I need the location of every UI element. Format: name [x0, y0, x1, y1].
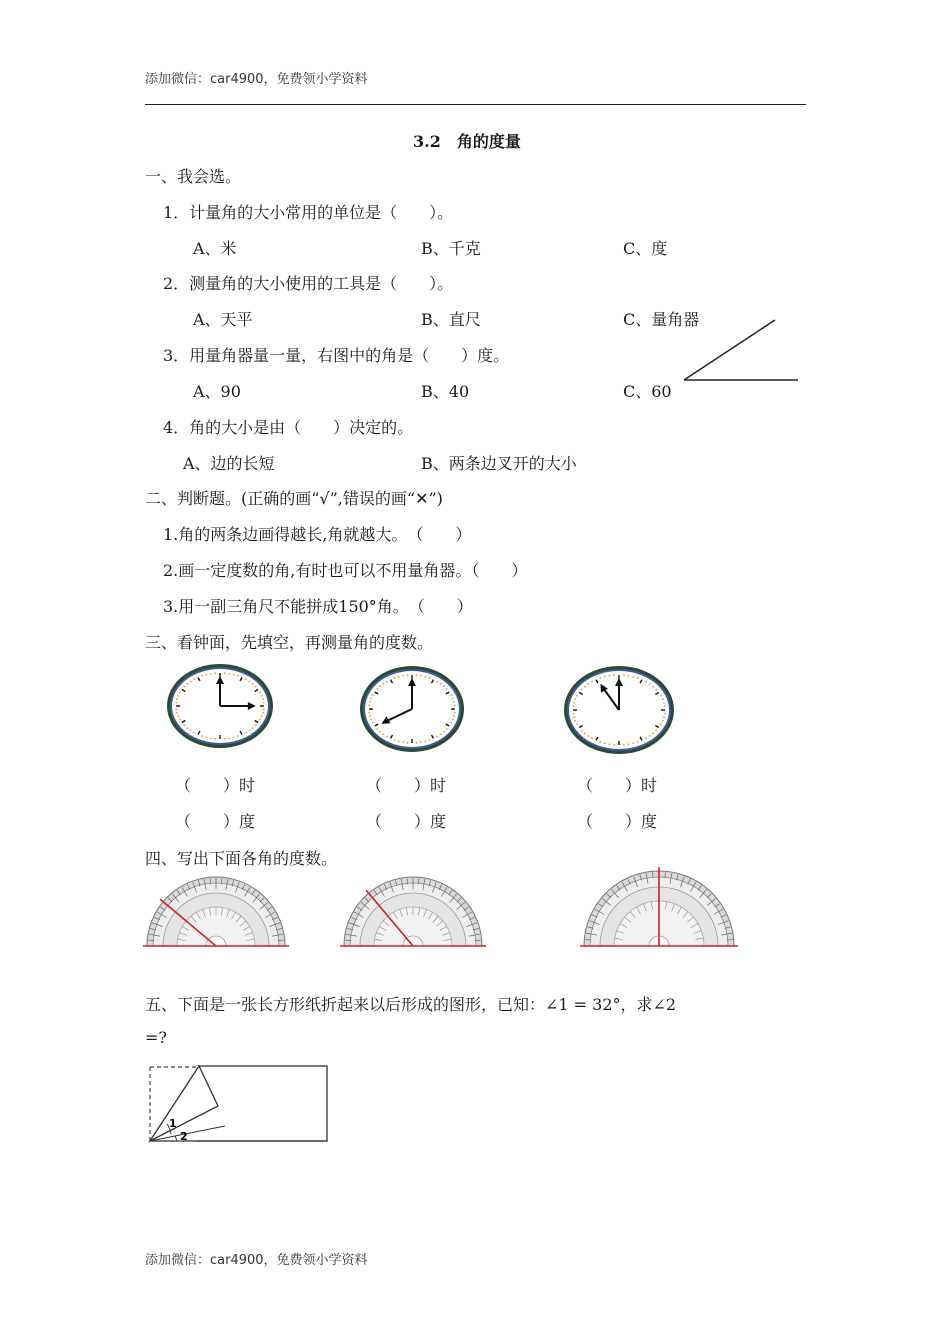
minute-dot — [613, 744, 615, 746]
minute-dot — [645, 681, 647, 683]
minute-dot — [652, 733, 654, 735]
minute-dot — [210, 673, 212, 675]
clock1-degree-blank: （ ）度 — [175, 812, 256, 831]
q3-angle-figure — [680, 318, 800, 384]
minute-dot — [609, 743, 611, 745]
q2-stem: 2．测量角的大小使用的工具是（ ）。 — [163, 274, 454, 293]
minute-dot — [443, 685, 445, 687]
q4-option-b: B、两条边叉开的大小 — [421, 454, 577, 473]
minute-dot — [440, 683, 442, 685]
minute-dot — [576, 723, 578, 725]
protractor-2 — [340, 874, 486, 950]
minute-dot — [429, 677, 431, 679]
minute-dot — [184, 724, 186, 726]
minute-dot — [446, 728, 448, 730]
minute-dot — [649, 735, 651, 737]
minute-dot — [429, 739, 431, 741]
minute-dot — [398, 676, 400, 678]
minute-dot — [424, 676, 426, 678]
minute-dot — [450, 694, 452, 696]
minute-dot — [368, 712, 370, 714]
minute-dot — [416, 674, 418, 676]
minute-dot — [436, 681, 438, 683]
minute-dot — [655, 689, 657, 691]
q2-option-c: C、量角器 — [623, 310, 700, 329]
minute-dot — [584, 733, 586, 735]
minute-dot — [369, 715, 371, 717]
section5-line2: =? — [145, 1028, 167, 1047]
minute-dot — [369, 701, 371, 703]
minute-dot — [664, 705, 666, 707]
minute-dot — [186, 683, 188, 685]
minute-dot — [249, 730, 251, 732]
angle-label-2: 2 — [180, 1130, 188, 1143]
minute-dot — [649, 683, 651, 685]
minute-dot — [420, 675, 422, 677]
minute-dot — [206, 674, 208, 676]
minute-dot — [201, 735, 203, 737]
minute-dot — [372, 694, 374, 696]
minute-dot — [637, 741, 639, 743]
minute-dot — [416, 742, 418, 744]
judge-item-1: 1.角的两条边画得越长,角就越大。 （ ） — [163, 525, 472, 544]
q4-stem: 4．角的大小是由（ ）决定的。 — [163, 418, 414, 437]
minute-dot — [262, 698, 264, 700]
q3-stem: 3．用量角器量一量，右图中的角是（ ）度。 — [163, 346, 510, 365]
minute-dot — [573, 716, 575, 718]
header-contact: 添加微信：car4900，免费领小学资料 — [145, 72, 368, 87]
minute-dot — [604, 676, 606, 678]
minute-dot — [184, 686, 186, 688]
minute-dot — [233, 674, 235, 676]
minute-dot — [645, 737, 647, 739]
minute-dot — [237, 735, 239, 737]
minute-dot — [584, 686, 586, 688]
minute-dot — [572, 705, 574, 707]
minute-dot — [574, 720, 576, 722]
minute-dot — [660, 695, 662, 697]
minute-dot — [454, 712, 456, 714]
minute-dot — [581, 730, 583, 732]
minute-dot — [623, 674, 625, 676]
minute-dot — [632, 676, 634, 678]
minute-dot — [604, 742, 606, 744]
minute-dot — [660, 723, 662, 725]
header-rule — [145, 104, 806, 105]
minute-dot — [245, 732, 247, 734]
q3-option-c: C、60 — [623, 382, 672, 401]
minute-dot — [402, 675, 404, 677]
minute-dot — [179, 719, 181, 721]
footer-contact: 添加微信：car4900，免费领小学资料 — [145, 1253, 368, 1268]
minute-dot — [574, 698, 576, 700]
minute-dot — [215, 672, 217, 674]
section1-heading: 一、我会选。 — [145, 167, 242, 186]
minute-dot — [376, 688, 378, 690]
minute-dot — [179, 692, 181, 694]
minute-dot — [424, 740, 426, 742]
q1-stem: 1．计量角的大小常用的单位是（ ）。 — [163, 203, 454, 222]
minute-dot — [436, 736, 438, 738]
minute-dot — [581, 689, 583, 691]
protractor-3 — [580, 874, 738, 950]
minute-dot — [193, 732, 195, 734]
judge-item-2: 2.画一定度数的角,有时也可以不用量角器。（ ） — [163, 561, 528, 580]
minute-dot — [176, 698, 178, 700]
minute-dot — [176, 712, 178, 714]
minute-dot — [394, 677, 396, 679]
folded-paper-figure — [145, 1062, 329, 1144]
minute-dot — [376, 728, 378, 730]
minute-dot — [628, 675, 630, 677]
minute-dot — [628, 743, 630, 745]
minute-dot — [443, 731, 445, 733]
minute-dot — [402, 741, 404, 743]
minute-dot — [386, 681, 388, 683]
minute-dot — [572, 713, 574, 715]
minute-dot — [193, 678, 195, 680]
section2-heading: 二、判断题。(正确的画“√”,错误的画“✕”) — [145, 489, 443, 508]
minute-dot — [587, 683, 589, 685]
minute-dot — [652, 686, 654, 688]
minute-dot — [255, 686, 257, 688]
angle-label-1: 1 — [169, 1117, 177, 1130]
minute-dot — [394, 739, 396, 741]
minute-dot — [263, 709, 265, 711]
minute-dot — [175, 709, 177, 711]
clock-face-1 — [165, 662, 275, 750]
protractor-1 — [143, 874, 289, 950]
minute-dot — [261, 715, 263, 717]
minute-dot — [453, 715, 455, 717]
minute-dot — [379, 731, 381, 733]
angle-ray-slanted — [684, 320, 775, 380]
q1-option-c: C、度 — [623, 239, 668, 258]
minute-dot — [591, 737, 593, 739]
minute-dot — [370, 719, 372, 721]
minute-dot — [398, 740, 400, 742]
minute-dot — [190, 681, 192, 683]
minute-dot — [372, 722, 374, 724]
minute-dot — [262, 712, 264, 714]
q3-option-a: A、90 — [193, 382, 241, 401]
q3-option-b: B、40 — [421, 382, 470, 401]
section3-heading: 三、看钟面，先填空，再测量角的度数。 — [145, 633, 434, 652]
minute-dot — [440, 733, 442, 735]
minute-dot — [201, 675, 203, 677]
minute-dot — [446, 688, 448, 690]
minute-dot — [249, 681, 251, 683]
minute-dot — [186, 727, 188, 729]
minute-dot — [420, 741, 422, 743]
minute-dot — [662, 698, 664, 700]
minute-dot — [609, 675, 611, 677]
minute-dot — [454, 705, 456, 707]
minute-dot — [245, 678, 247, 680]
minute-dot — [573, 702, 575, 704]
minute-dot — [210, 737, 212, 739]
clock-face-3 — [562, 664, 676, 756]
minute-dot — [206, 736, 208, 738]
minute-dot — [370, 698, 372, 700]
minute-dot — [224, 738, 226, 740]
minute-dot — [379, 685, 381, 687]
minute-dot — [599, 741, 601, 743]
judge-item-3: 3.用一副三角尺不能拼成150°角。 （ ） — [163, 597, 473, 616]
minute-dot — [215, 738, 217, 740]
minute-dot — [407, 742, 409, 744]
section4-heading: 四、写出下面各角的度数。 — [145, 849, 338, 868]
minute-dot — [177, 695, 179, 697]
minute-dot — [259, 719, 261, 721]
minute-dot — [175, 702, 177, 704]
minute-dot — [252, 683, 254, 685]
minute-dot — [623, 744, 625, 746]
minute-dot — [228, 737, 230, 739]
minute-dot — [663, 702, 665, 704]
minute-dot — [453, 701, 455, 703]
minute-dot — [452, 719, 454, 721]
clock2-degree-blank: （ ）度 — [366, 812, 447, 831]
q1-option-b: B、千克 — [421, 239, 481, 258]
clock1-hour-blank: （ ）时 — [175, 776, 256, 795]
minute-dot — [368, 705, 370, 707]
minute-dot — [177, 715, 179, 717]
minute-dot — [233, 736, 235, 738]
minute-dot — [655, 730, 657, 732]
minute-dot — [224, 672, 226, 674]
minute-dot — [261, 695, 263, 697]
minute-dot — [591, 681, 593, 683]
minute-dot — [237, 675, 239, 677]
minute-dot — [576, 695, 578, 697]
minute-dot — [386, 736, 388, 738]
clock2-hour-blank: （ ）时 — [366, 776, 447, 795]
clock3-degree-blank: （ ）度 — [577, 812, 658, 831]
minute-dot — [252, 727, 254, 729]
minute-dot — [263, 702, 265, 704]
q4-option-a: A、边的长短 — [183, 454, 275, 473]
minute-dot — [613, 674, 615, 676]
minute-dot — [632, 742, 634, 744]
minute-dot — [663, 716, 665, 718]
minute-dot — [259, 692, 261, 694]
minute-dot — [382, 733, 384, 735]
minute-dot — [637, 677, 639, 679]
q1-option-a: A、米 — [193, 239, 237, 258]
page-title: 3.2 角的度量 — [413, 132, 521, 151]
minute-dot — [452, 698, 454, 700]
minute-dot — [382, 683, 384, 685]
clock3-hour-blank: （ ）时 — [577, 776, 658, 795]
minute-dot — [599, 677, 601, 679]
q2-option-b: B、直尺 — [421, 310, 481, 329]
section5-line1: 五、下面是一张长方形纸折起来以后形成的图形，已知：∠1 = 32°，求∠2 — [145, 995, 677, 1014]
minute-dot — [587, 735, 589, 737]
minute-dot — [190, 730, 192, 732]
q2-option-a: A、天平 — [193, 310, 253, 329]
clock-face-2 — [358, 664, 466, 754]
minute-dot — [664, 713, 666, 715]
minute-dot — [255, 724, 257, 726]
minute-dot — [450, 722, 452, 724]
minute-dot — [662, 720, 664, 722]
minute-dot — [407, 674, 409, 676]
minute-dot — [228, 673, 230, 675]
